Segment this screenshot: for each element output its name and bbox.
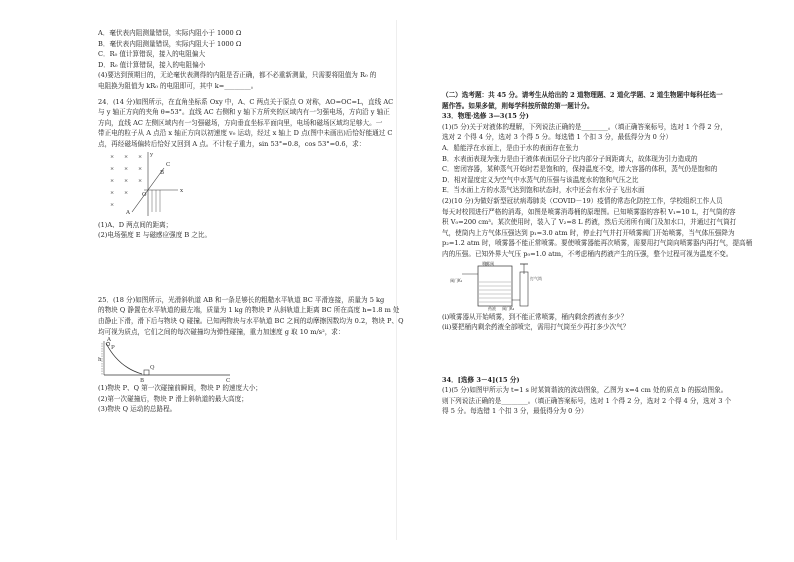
q33-option-d: D．相对湿度定义为空气中水蒸气的压强与该温度水的饱和气压之比: [442, 175, 639, 184]
svg-text:×: ×: [110, 153, 115, 160]
q33-2-line3: 积 V₀=200 cm³。某次使用时，装入了 V₂=8 L 药液，然后关闭所有阀门及加水口，并通过打气筒打: [442, 218, 737, 227]
svg-text:×: ×: [138, 153, 143, 160]
svg-text:×: ×: [138, 165, 143, 172]
q33-2-line4: 气，使筒内上方气体压强达到 p₁=3.0 atm 时，停止打气并打开喷雾阀门开始喷雾，当气体压强降为: [442, 228, 735, 237]
q34-1-line1: (1)(5 分)如图甲所示为 t=1 s 时某简谐波的波动图象，乙图为 x=4 cm 处的质点 b 的振动图象。: [442, 386, 728, 395]
svg-text:×: ×: [124, 165, 129, 172]
q33-2-line1: (2)(10 分)为做好新型冠状病毒肺炎（COVID－19）疫情的常态化防控工作，学校组织工作人员: [442, 196, 723, 205]
label-q: Q: [150, 365, 155, 372]
field-diagram: [98, 150, 218, 220]
option-d: D．R₀ 值计算错误，接入的电阻偏小: [98, 60, 206, 69]
label-spray-valve: 喷雾阀: [482, 260, 494, 266]
svg-text:×: ×: [138, 177, 143, 184]
label-b2: B: [140, 378, 145, 384]
section2-line1: （二）选考题：共 45 分。请考生从给出的 2 道物理题、2 道化学题、2 道生物题中每科任选一: [442, 91, 723, 99]
label-valve-k1: 阀门K₁: [450, 277, 463, 283]
q24-line2: 与 y 轴正方向的夹角 θ=53°。直线 AC 右侧和 y 轴下方所夹的区域内有一匀强电场，方向沿 y 轴正: [98, 108, 390, 117]
q34-heading: 34．[选修 3－4](15 分): [442, 375, 520, 384]
q34-1-line3: 得 5 分。每选错 1 个扣 3 分，最低得分为 0 分）: [442, 407, 588, 416]
option-b: B．毫伏表内阻测量错误，实际内阻大于 1000 Ω: [98, 39, 242, 48]
q33-option-b: B．水表面表现为张力是由于液体表面层分子比内部分子间距离大，故体现为引力造成的: [442, 154, 698, 163]
svg-text:×: ×: [110, 201, 115, 208]
q25-part2: (2)第一次碰撞后，物块 P 滑上斜轨道的最大高度；: [98, 394, 248, 403]
q24-part2: (2)电场强度 E 与磁感应强度 B 之比。: [98, 231, 212, 240]
q33-1-line1: (1)(5 分)关于对液体的理解，下列说法正确的是________。（填正确答案标号，选对 1 个得 2 分，: [442, 122, 727, 131]
q34-1-line2: 则下列说法正确的是________。（填正确答案标号，选对 1 个得 2 分，选对 2 个得 4 分，选对 3 个: [442, 396, 732, 405]
right-column: [442, 90, 787, 417]
svg-text:×: ×: [124, 153, 129, 160]
q33-option-a: A．船能浮在水面上，是由于水的表面存在张力: [442, 143, 579, 152]
incline-diagram: [98, 337, 238, 383]
label-a: A: [126, 209, 130, 216]
svg-text:×: ×: [124, 189, 129, 196]
q24-line5: 点，再经磁场偏转后恰好又回到 A 点。不计粒子重力，sin 53°=0.8，cos 53°=0.6，求：: [98, 139, 366, 148]
svg-text:×: ×: [110, 177, 115, 184]
label-p: P: [111, 345, 115, 352]
q33-figure: [442, 260, 787, 312]
q24-line3: 方向，直线 AC 左侧区域内有一匀强磁场，方向垂直坐标平面向里，电场和磁场区域均足够大。一: [98, 118, 383, 127]
label-o: O: [142, 191, 147, 198]
q24-line1: 24．(14 分)如图所示，在直角坐标系 Oxy 中，A、C 两点关于原点 O 对称，AO=OC=L，直线 AC: [98, 97, 394, 106]
q25-part3: (3)物块 Q 运动的总路程。: [98, 405, 177, 414]
q25-line4: 均可视为质点，它们之间的每次碰撞均为弹性碰撞，重力加速度 g 取 10 m/s²，求：: [98, 327, 345, 336]
q33-1-line2: 选对 2 个得 4 分，选对 3 个得 5 分。每选错 1 个扣 3 分，最低得分为 0 分）: [442, 133, 673, 142]
q24-part1: (1)A、D 两点间的距离；: [98, 220, 173, 229]
q24-line4: 带正电的粒子从 A 点沿 x 轴正方向以初速度 v₀ 运动，经过 x 轴上 D 点(图中未画出)后恰好能通过 C: [98, 129, 393, 138]
sprayer-diagram: [442, 260, 562, 312]
option-a: A．毫伏表内阻测量错误，实际内阻小于 1000 Ω: [98, 29, 242, 37]
label-c: C: [166, 161, 171, 168]
label-valve-k2: 阀门K₂: [502, 305, 515, 311]
q33-option-c: C．密闭容器，某种蒸气开始时若是饱和的，保持温度不变，增大容器的体积，蒸气仍是饱和的: [442, 165, 718, 174]
block-q: [144, 370, 149, 375]
svg-text:×: ×: [110, 189, 115, 196]
svg-text:×: ×: [124, 177, 129, 184]
label-pump: 打气筒: [530, 275, 542, 281]
q33-2-part-ii: (ii)要把桶内剩余药液全部喷完，需用打气筒至少再打多少次气？: [442, 323, 630, 332]
q33-2-line6: 内的压强。已知外界大气压 p₀=1.0 atm，不考虑桶内药液产生的压强，整个过程可视为温度不变。: [442, 249, 733, 258]
q33-2-line2: 每天对校园进行严格的消毒，如图是喷雾消毒桶的原理图。已知喷雾器的容积 V₁=10 L，打气筒的容: [442, 207, 736, 216]
label-x: x: [180, 187, 184, 194]
q33-2-line5: p₂=1.2 atm 时，喷雾器不能正常喷雾。要使喷雾器能再次喷雾，需要用打气筒向喷雾器内再打气，提高桶: [442, 239, 753, 248]
q25-figure: [98, 337, 443, 383]
q33-2-part-i: (i)喷雾器从开始喷雾，到不能正常喷雾，桶内剩余药液有多少？: [442, 312, 628, 321]
option-c: C．R₀ 值计算错误，接入的电阻偏大: [98, 50, 206, 59]
q33-heading: 33．物理·选修 3—3(15 分): [442, 112, 529, 121]
pump: [520, 272, 528, 306]
q33-option-e: E．当水面上方的水蒸气达到饱和状态时，水中还会有水分子飞出水面: [442, 186, 645, 195]
q24-figure: [98, 150, 443, 220]
label-liquid: 药液: [488, 305, 496, 311]
q25-line3: 由静止下滑，滑下后与物块 Q 碰撞。已知两物块与水平轨道 BC 之间的动摩擦因数均为 0.2，物块 P、Q: [98, 316, 404, 325]
label-h: h: [98, 357, 102, 364]
svg-text:×: ×: [110, 165, 115, 172]
left-column: [98, 28, 443, 415]
label-b: B: [160, 169, 165, 176]
q25-line1: 25．(18 分)如图所示，光滑斜轨道 AB 和一条足够长的粗糙水平轨道 BC 平滑连接，质量为 5 kg: [98, 295, 385, 304]
section2-line2: 题作答。如果多做，则每学科按所做的第一题计分。: [442, 101, 594, 110]
q23-part4-line2: 电阻换为阻值为 kR₀ 的电阻即可，其中 k=________。: [98, 81, 258, 90]
label-y: y: [150, 151, 154, 158]
q25-line2: 的物块 Q 静置在水平轨道的最左端，质量为 1 kg 的物块 P 从斜轨道上距离 BC 所在高度 h=1.8 m 处: [98, 306, 400, 315]
label-c2: C: [226, 378, 231, 384]
q25-part1: (1)物块 P、Q 第一次碰撞前瞬间，物块 P 的速度大小；: [98, 384, 262, 393]
q23-part4-line1: (4)要达到预期目的，无论毫伏表测得的内阻是否正确，都不必重新测量，只需要将阻值为 R₀ 的: [98, 71, 377, 80]
label-a2: A: [107, 337, 111, 344]
